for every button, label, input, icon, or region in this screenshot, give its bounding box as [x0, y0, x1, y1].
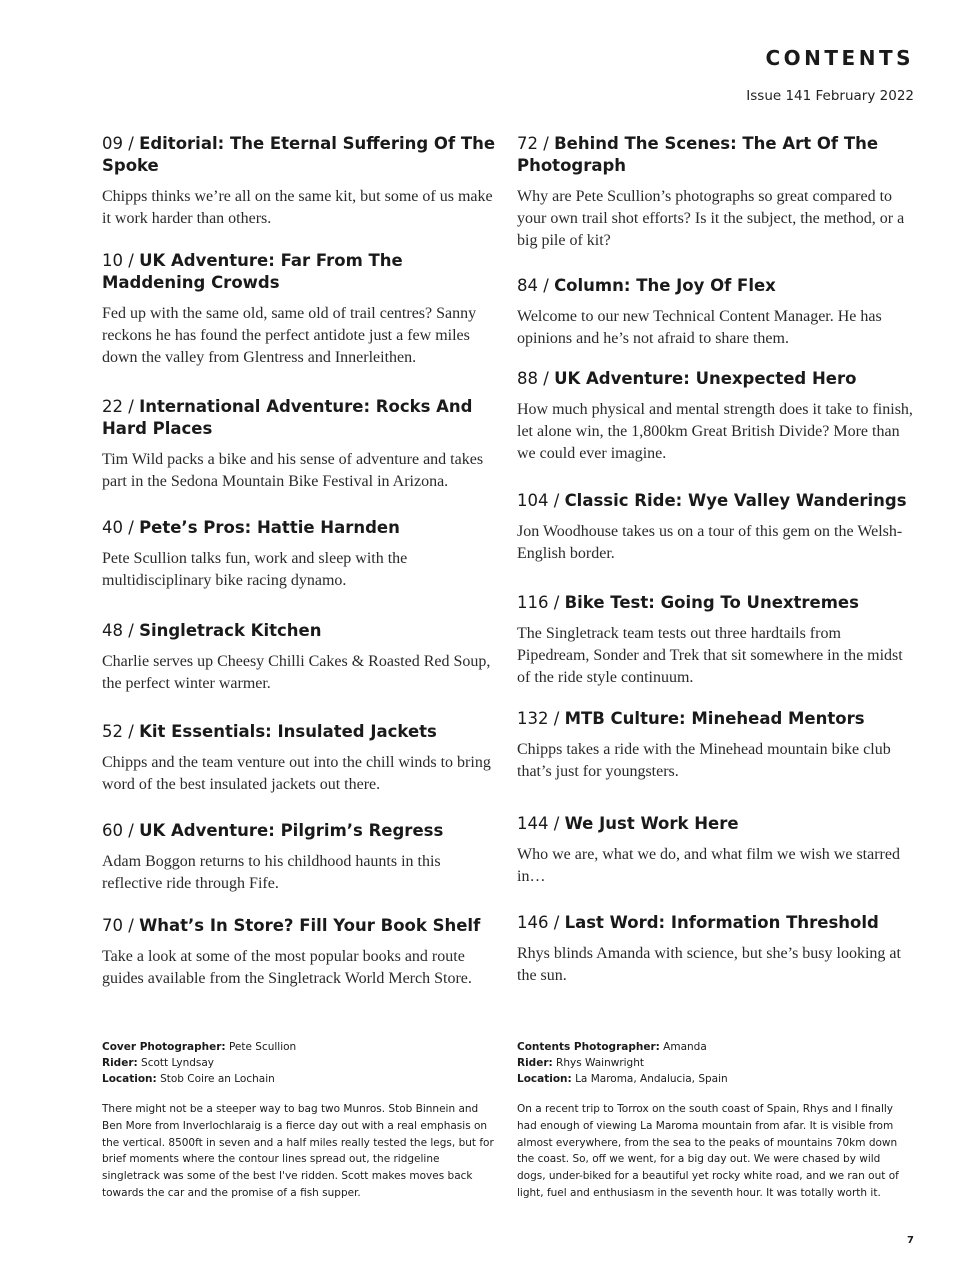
toc-page-number: 84: [517, 276, 538, 295]
toc-page-number: 88: [517, 369, 538, 388]
toc-heading[interactable]: 146 / Last Word: Information Threshold: [517, 913, 879, 932]
toc-page-number: 132: [517, 709, 549, 728]
toc-title: UK Adventure: Pilgrim’s Regress: [139, 821, 444, 840]
credit-rider: [517, 1055, 909, 1071]
toc-entry[interactable]: [102, 820, 498, 895]
toc-page-number: 52: [102, 722, 123, 741]
toc-heading[interactable]: 40 / Pete’s Pros: Hattie Harnden: [102, 518, 400, 537]
toc-description: Adam Boggon returns to his childhood haunts in this reflective ride through Fife.: [102, 853, 441, 892]
toc-description: Charlie serves up Cheesy Chilli Cakes & Roasted Red Soup, the perfect winter warmer.: [102, 653, 491, 692]
toc-entry[interactable]: [102, 250, 498, 369]
toc-heading[interactable]: 84 / Column: The Joy Of Flex: [517, 276, 776, 295]
toc-heading[interactable]: 132 / MTB Culture: Minehead Mentors: [517, 709, 865, 728]
toc-entry[interactable]: [517, 592, 913, 689]
toc-description: Why are Pete Scullion’s photographs so great compared to your own trail shot efforts? Is it the subject, the method, or a big pile of kit?: [517, 188, 905, 249]
toc-title: Kit Essentials: Insulated Jackets: [139, 722, 437, 741]
toc-description: Pete Scullion talks fun, work and sleep with the multidisciplinary bike racing dynamo.: [102, 550, 408, 589]
toc-title: International Adventure: Rocks And Hard Places: [102, 397, 473, 438]
page-number: 7: [907, 1235, 914, 1246]
toc-heading[interactable]: 10 / UK Adventure: Far From The Maddening Crowds: [102, 251, 403, 292]
credit-label: Location:: [102, 1073, 157, 1085]
toc-title: Classic Ride: Wye Valley Wanderings: [564, 491, 907, 510]
toc-entry[interactable]: [102, 517, 498, 592]
toc-page-number: 22: [102, 397, 123, 416]
toc-page-number: 146: [517, 913, 549, 932]
toc-page-number: 116: [517, 593, 549, 612]
toc-title: Last Word: Information Threshold: [564, 913, 879, 932]
toc-description: Rhys blinds Amanda with science, but she’s busy looking at the sun.: [517, 945, 901, 984]
toc-title: Bike Test: Going To Unextremes: [564, 593, 859, 612]
toc-description: Chipps takes a ride with the Minehead mountain bike club that’s just for youngsters.: [517, 741, 891, 780]
toc-heading[interactable]: 70 / What’s In Store? Fill Your Book Shelf: [102, 916, 481, 935]
credit-description: There might not be a steeper way to bag two Munros. Stob Binnein and Ben More from Inverlochlaraig is a fierce day out with a real emphasis on the vertical. 8500ft in seven and a half miles really tested the legs, but for brief moments where the contour lines spread out, the ridgeline singletrack was some of the best I've ridden. Scott makes moves back towards the car and the promise of a fish supper.: [102, 1103, 494, 1199]
toc-description: The Singletrack team tests out three hardtails from Pipedream, Sonder and Trek that sit somewhere in the midst of the ride style continuum.: [517, 625, 903, 686]
toc-page-number: 72: [517, 134, 538, 153]
toc-page-number: 144: [517, 814, 549, 833]
toc-title: UK Adventure: Unexpected Hero: [554, 369, 857, 388]
toc-description: Chipps thinks we’re all on the same kit, but some of us make it work harder than others.: [102, 188, 493, 227]
toc-description: Jon Woodhouse takes us on a tour of this gem on the Welsh-English border.: [517, 523, 903, 562]
toc-title: What’s In Store? Fill Your Book Shelf: [139, 916, 481, 935]
credit-value: Pete Scullion: [228, 1041, 297, 1053]
toc-entry[interactable]: [102, 620, 498, 695]
credit-label: Rider:: [102, 1057, 138, 1069]
toc-title: Column: The Joy Of Flex: [554, 276, 776, 295]
toc-title: MTB Culture: Minehead Mentors: [564, 709, 865, 728]
toc-description: Chipps and the team venture out into the chill winds to bring word of the best insulated jackets out there.: [102, 754, 491, 793]
toc-description: Take a look at some of the most popular books and route guides available from the Singletrack World Merch Store.: [102, 948, 472, 987]
toc-title: Behind The Scenes: The Art Of The Photograph: [517, 134, 879, 175]
toc-entry[interactable]: [517, 368, 913, 465]
credit-rider: [102, 1055, 494, 1071]
toc-page-number: 48: [102, 621, 123, 640]
page-title: CONTENTS: [765, 46, 914, 70]
toc-page-number: 104: [517, 491, 549, 510]
toc-title: Singletrack Kitchen: [139, 621, 322, 640]
toc-description: How much physical and mental strength does it take to finish, let alone win, the 1,800km Great British Divide? More than we could ever imagine.: [517, 401, 913, 462]
toc-heading[interactable]: 22 / International Adventure: Rocks And Hard Places: [102, 397, 473, 438]
credit-label: Contents Photographer:: [517, 1041, 660, 1053]
toc-entry[interactable]: [517, 490, 913, 565]
toc-title: UK Adventure: Far From The Maddening Crowds: [102, 251, 403, 292]
credit-photographer: [102, 1039, 494, 1055]
toc-description: Tim Wild packs a bike and his sense of adventure and takes part in the Sedona Mountain Bike Festival in Arizona.: [102, 451, 484, 490]
toc-heading[interactable]: 72 / Behind The Scenes: The Art Of The Photograph: [517, 134, 879, 175]
toc-heading[interactable]: 104 / Classic Ride: Wye Valley Wanderings: [517, 491, 907, 510]
toc-title: We Just Work Here: [564, 814, 739, 833]
toc-entry[interactable]: [102, 133, 498, 230]
credit-label: Location:: [517, 1073, 572, 1085]
toc-entry[interactable]: [102, 915, 498, 990]
toc-description: Welcome to our new Technical Content Manager. He has opinions and he’s not afraid to share them.: [517, 308, 882, 347]
toc-heading[interactable]: 09 / Editorial: The Eternal Suffering Of The Spoke: [102, 134, 496, 175]
toc-entry[interactable]: [102, 396, 498, 493]
toc-entry[interactable]: [517, 133, 913, 252]
toc-heading[interactable]: 52 / Kit Essentials: Insulated Jackets: [102, 722, 437, 741]
toc-description: Fed up with the same old, same old of trail centres? Sanny reckons he has found the perfect antidote just a few miles down the valley from Glentress and Innerleithen.: [102, 305, 477, 366]
toc-page-number: 40: [102, 518, 123, 537]
toc-page-number: 09: [102, 134, 123, 153]
toc-heading[interactable]: 60 / UK Adventure: Pilgrim’s Regress: [102, 821, 444, 840]
toc-page-number: 60: [102, 821, 123, 840]
toc-page-number: 10: [102, 251, 123, 270]
toc-page-number: 70: [102, 916, 123, 935]
toc-heading[interactable]: 144 / We Just Work Here: [517, 814, 739, 833]
toc-heading[interactable]: 88 / UK Adventure: Unexpected Hero: [517, 369, 857, 388]
credit-label: Cover Photographer:: [102, 1041, 226, 1053]
credit-value: La Maroma, Andalucia, Spain: [575, 1073, 728, 1085]
toc-title: Editorial: The Eternal Suffering Of The Spoke: [102, 134, 496, 175]
toc-entry[interactable]: [102, 721, 498, 796]
credit-location: [102, 1071, 494, 1087]
credit-location: [517, 1071, 909, 1087]
credit-value: Rhys Wainwright: [556, 1057, 644, 1069]
credit-value: Stob Coire an Lochain: [160, 1073, 275, 1085]
credit-description: On a recent trip to Torrox on the south coast of Spain, Rhys and I finally had enough of viewing La Maroma mountain from afar. It is visible from almost everywhere, from the sea to the peaks of mountains 70km down the coast. So, off we went, for a big day out. We were chased by wild dogs, under-biked for a beautiful yet rocky white road, and we ran out of light, fuel and enthusiasm in the seventh hour. It was totally worth it.: [517, 1103, 899, 1199]
toc-description: Who we are, what we do, and what film we wish we starred in…: [517, 846, 900, 885]
toc-entry[interactable]: [517, 813, 913, 888]
toc-heading[interactable]: 116 / Bike Test: Going To Unextremes: [517, 593, 859, 612]
toc-title: Pete’s Pros: Hattie Harnden: [139, 518, 400, 537]
toc-entry[interactable]: [517, 275, 913, 350]
toc-entry[interactable]: [517, 912, 913, 987]
credit-value: Scott Lyndsay: [141, 1057, 215, 1069]
credit-value: Amanda: [663, 1041, 707, 1053]
credit-label: Rider:: [517, 1057, 553, 1069]
cover-credits: [102, 1039, 494, 1202]
credit-photographer: [517, 1039, 909, 1055]
toc-heading[interactable]: 48 / Singletrack Kitchen: [102, 621, 322, 640]
issue-line: Issue 141 February 2022: [746, 88, 914, 104]
toc-entry[interactable]: [517, 708, 913, 783]
contents-credits: [517, 1039, 909, 1202]
